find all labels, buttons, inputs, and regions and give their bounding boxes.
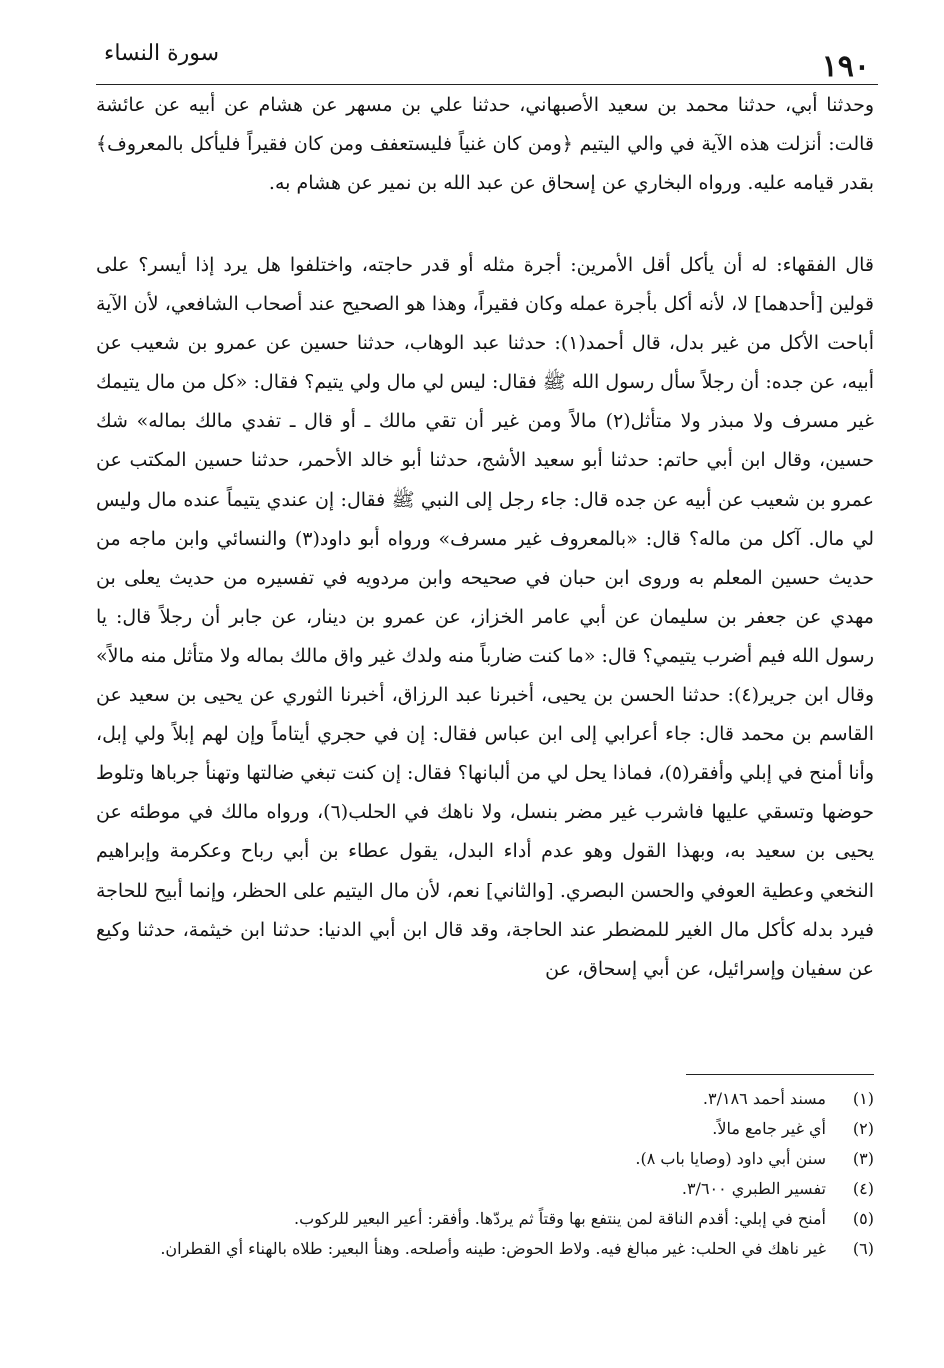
footnotes bbox=[96, 1084, 874, 1264]
footnote-text: تفسير الطبري ٣/٦٠٠. bbox=[681, 1179, 826, 1198]
footnote-number: (٢) bbox=[852, 1119, 874, 1138]
footnote-4 bbox=[96, 1174, 874, 1204]
footnote-text: غير ناهك في الحلب: غير مبالغ فيه. ولاط الحوض: طينه وأصلحه. وهنأ البعير: طلاه بالهناء أي القطران. bbox=[160, 1239, 826, 1258]
page-header bbox=[96, 34, 878, 90]
footnote-6 bbox=[96, 1234, 874, 1264]
footnote-number: (٦) bbox=[852, 1239, 874, 1258]
paragraph-2: قال الفقهاء: له أن يأكل أقل الأمرين: أجرة مثله أو قدر حاجته، واختلفوا هل يرد إذا أيسر؟ على قولين [أحدهما] لا، لأنه أكل بأجرة عمله وكان فقيراً، وهذا هو الصحيح عند أصحاب الشافعي، لأن الآية أباحت الأكل من غير بدل، قال أحمد(١): حدثنا عبد الوهاب، حدثنا حسين عن عمرو بن شعيب عن أبيه، عن جده: أن رجلاً سأل رسول الله ﷺ فقال: ليس لي مال ولي يتيم؟ فقال: «كل من مال يتيمك غير مسرف ولا مبذر ولا متأثل(٢) مالاً ومن غير أن تقي مالك ـ أو قال ـ تفدي مالك بماله» شك حسين، وقال ابن أبي حاتم: حدثنا أبو سعيد الأشج، حدثنا أبو خالد الأحمر، حدثنا حسين المكتب عن عمرو بن شعيب عن أبيه عن جده قال: جاء رجل إلى النبي ﷺ فقال: إن عندي يتيماً عنده مال وليس لي مال. آكل من ماله؟ قال: «بالمعروف غير مسرف» ورواه أبو داود(٣) والنسائي وابن ماجه من حديث حسين المعلم به وروى ابن حبان في صحيحه وابن مردويه في تفسيره من حديث يعلى بن مهدي عن جعفر بن سليمان عن أبي عامر الخزاز، عن عمرو بن دينار، عن جابر أن رجلاً قال: يا رسول الله فيم أضرب يتيمي؟ قال: «ما كنت ضارباً منه ولدك غير واق مالك بماله ولا متأثل منه مالاً» وقال ابن جرير(٤): حدثنا الحسن بن يحيى، أخبرنا عبد الرزاق، أخبرنا الثوري عن يحيى بن سعيد عن القاسم بن محمد قال: جاء أعرابي إلى ابن عباس فقال: إن في حجري أيتاماً وإن لهم إبلاً ولي إبل، وأنا أمنح في إبلي وأفقر(٥)، فماذا يحل لي من ألبانها؟ فقال: إن كنت تبغي ضالتها وتهنأ جرباها وتلوط حوضها وتسقي عليها فاشرب غير مضر بنسل، ولا ناهك في الحلب(٦)، ورواه مالك في موطئه عن يحيى بن سعيد به، وبهذا القول وهو عدم أداء البدل، يقول عطاء بن أبي رباح وعكرمة وإبراهيم النخعي وعطية العوفي والحسن البصري. [والثاني] نعم، لأن مال اليتيم على الحظر، وإنما أبيح للحاجة فيرد بدله كأكل مال الغير للمضطر عند الحاجة، وقد قال ابن أبي الدنيا: حدثنا ابن خيثمة، حدثنا وكيع عن سفيان وإسرائيل، عن أبي إسحاق، عن bbox=[96, 254, 875, 980]
footnote-3 bbox=[96, 1144, 874, 1174]
header-rule bbox=[96, 84, 878, 85]
paragraph-1: وحدثنا أبي، حدثنا محمد بن سعيد الأصبهاني، حدثنا علي بن مسهر عن هشام عن أبيه عن عائشة قالت: أنزلت هذه الآية في والي اليتيم ﴿ومن كان غنياً فليستعفف ومن كان فقيراً فليأكل بالمعروف﴾ بقدر قيامه عليه. ورواه البخاري عن إسحاق عن عبد الله بن نمير عن هشام به. bbox=[96, 94, 874, 194]
footnote-text: أمنح في إبلي: أقدم الناقة لمن ينتفع بها وقتاً ثم يردّها. وأفقر: أعير البعير للركوب. bbox=[294, 1209, 826, 1228]
footnote-rule bbox=[686, 1074, 874, 1075]
running-title: سورة النساء bbox=[104, 41, 220, 66]
footnote-text: مسند أحمد ٣/١٨٦. bbox=[702, 1089, 826, 1108]
footnote-text: أي غير جامع مالاً. bbox=[712, 1119, 826, 1138]
footnote-2 bbox=[96, 1114, 874, 1144]
footnote-number: (١) bbox=[852, 1089, 874, 1108]
footnote-5 bbox=[96, 1204, 874, 1234]
footnote-number: (٥) bbox=[852, 1209, 874, 1228]
footnote-text: سنن أبي داود (وصايا باب ٨). bbox=[635, 1149, 826, 1168]
footnote-number: (٤) bbox=[852, 1179, 874, 1198]
footnote-1 bbox=[96, 1084, 874, 1114]
footnote-number: (٣) bbox=[852, 1149, 874, 1168]
page-number: ١٩٠ bbox=[821, 49, 870, 84]
